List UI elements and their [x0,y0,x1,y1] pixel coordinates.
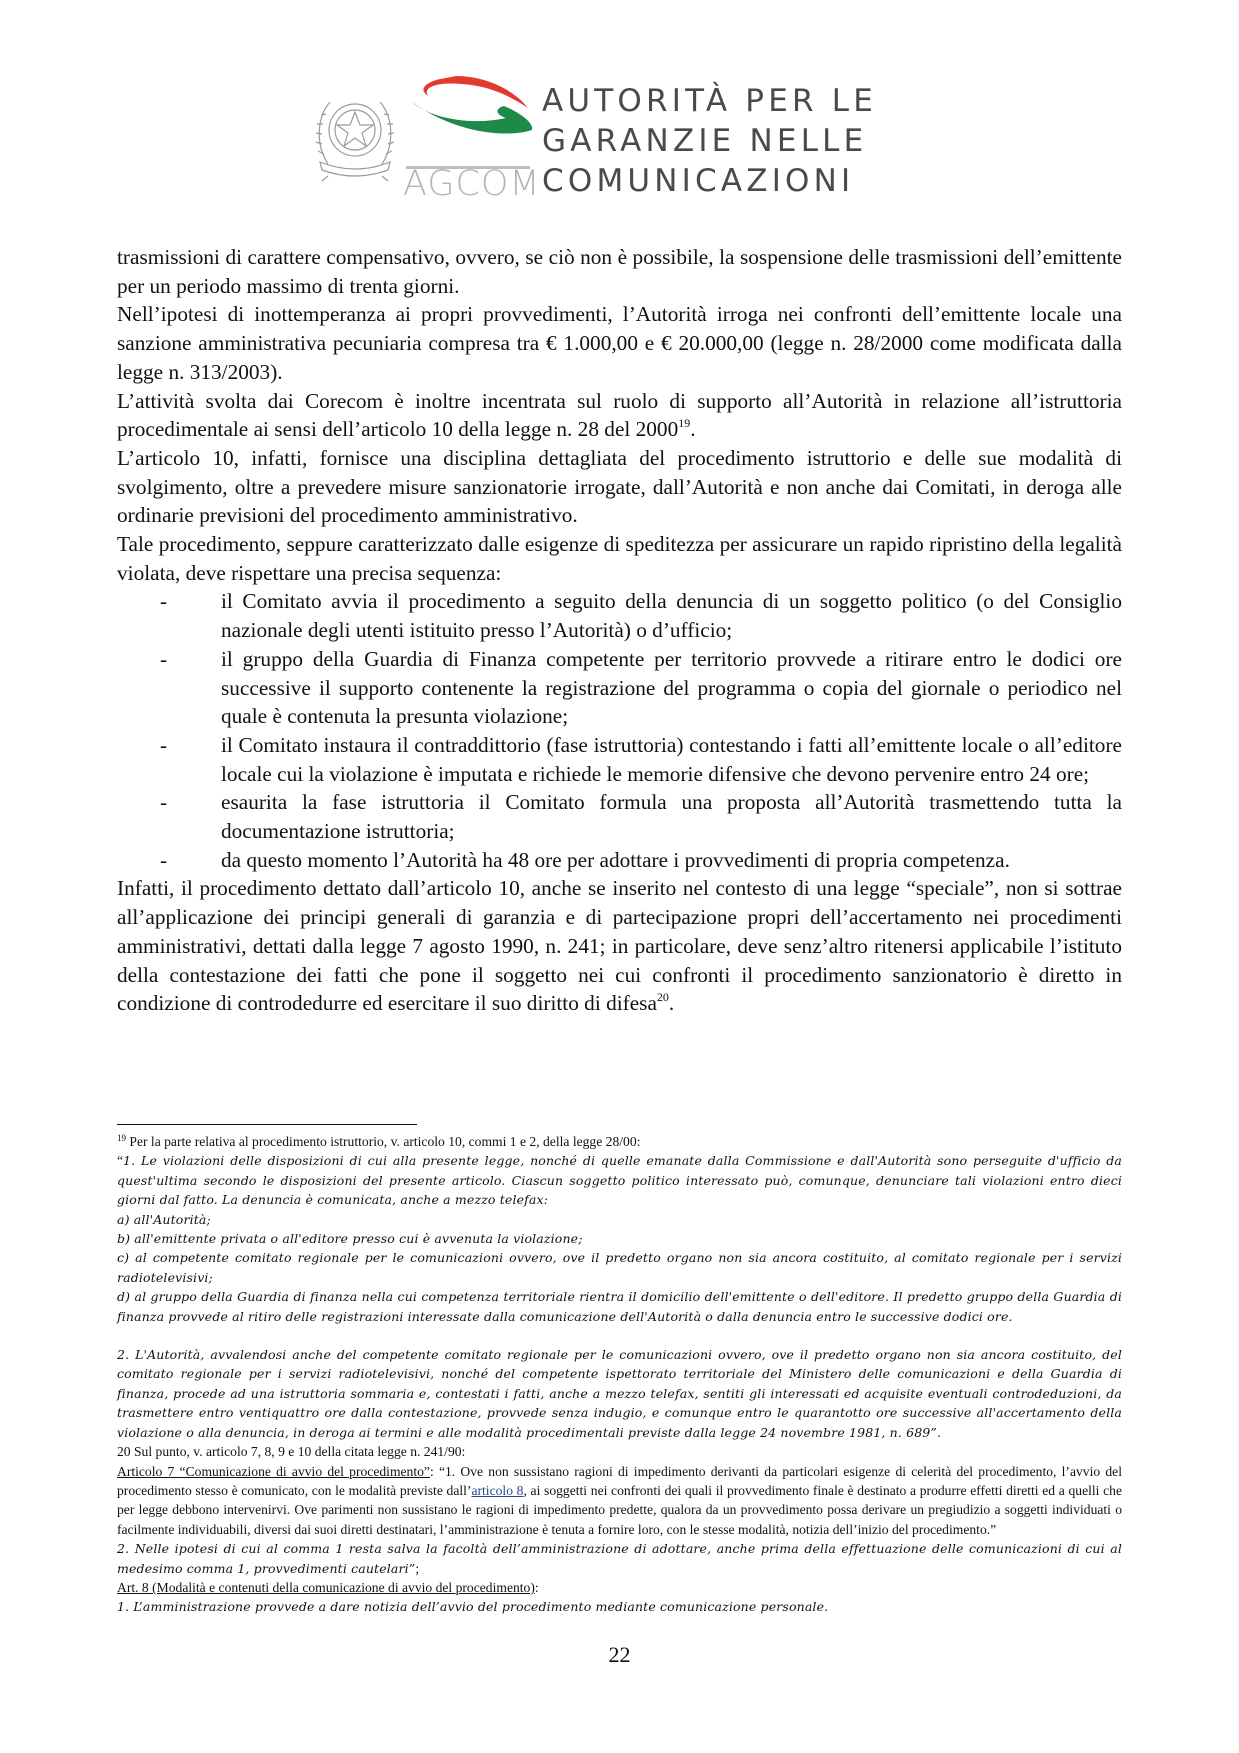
footnote-italic-text: 2. Nelle ipotesi di cui al comma 1 resta salva la facoltà dell’amministrazione di adottare, anche prima della effettuazione delle comunicazioni di cui al medesimo comma 1, provvedimenti cautelari” [117,1541,1122,1576]
footnote-text: , ai soggetti nei confronti dei quali il provvedimento finale è destinato a produrre effetti diretti ed a quelli che per legge debbono intervenirvi. Ove parimenti non sussistano le ragioni di impedimento predette, qualora da un provvedimento possa derivare un pregiudizio a soggetti individuati o facilmente individuabili, diversi dai suoi diretti destinatari, l’amministrazione è tenuta a fornire loro, con le stesse modalità, notizia dell’inizio del procedimento.” [117,1482,1122,1537]
list-item [117,846,1122,875]
main-content [117,243,1122,1018]
footnote-19 [117,1132,1122,1151]
paragraph-punct: . [690,417,696,442]
paragraph: trasmissioni di carattere compensativo, ovvero, se ciò non è possibile, la sospensione delle trasmissioni dell’emittente per un periodo massimo di trenta giorni. [117,245,1122,298]
list-item [117,645,1122,731]
footnote-item: 1. L’amministrazione provvede a dare notizia dell’avvio del procedimento mediante comunicazione personale. [117,1599,829,1615]
footnote-item: d) al gruppo della Guardia di finanza nella cui competenza territoriale rientra il domicilio dell'emittente o dell'editore. Il predetto gruppo della Guardia di finanza provvede al ritiro delle registrazioni interessate dalla comunicazione dell'Autorità o dalla denuncia entro le successive dodici ore. [117,1289,1122,1324]
footnotes [117,1132,1122,1617]
paragraph-text: L’attività svolta dai Corecom è inoltre incentrata sul ruolo di supporto all’Autorità in relazione all’istruttoria procedimentale ai sensi dell’articolo 10 della legge n. 28 del 2000 [117,388,1122,442]
footnote-item: b) all'emittente privata o all'editore presso cui è avvenuta la violazione; [117,1231,583,1247]
list-item-text: il Comitato instaura il contraddittorio (fase istruttoria) contestando i fatti all’emittente locale o all’editore locale cui la violazione è imputata e richiede le memorie difensive che devono pervenire entro 24 ore; [221,732,1122,786]
list-marker: - [160,646,168,671]
footnote-punct: ; [415,1560,420,1576]
footnote-number: 19 [117,1133,126,1143]
org-name-line: GARANZIE NELLE [542,123,868,159]
italian-republic-emblem-icon [314,84,396,182]
article-title: Art. 8 (Modalità e contenuti della comunicazione di avvio del procedimento) [117,1579,535,1595]
paragraph [117,874,1122,1018]
list-marker: - [160,847,168,872]
footnote-spacer [117,1326,1122,1345]
page-number: 22 [608,1642,631,1667]
footnote-reference[interactable]: 20 [656,990,669,1005]
paragraph-text: Infatti, il procedimento dettato dall’articolo 10, anche se inserito nel contesto di una legge “speciale”, non si sottrae all’applicazione dei principi generali di garanzia e di partecipazione propri dell’accertamento nei procedimenti amministrativi, dettati dalla legge 7 agosto 1990, n. 241; in particolare, deve senz’altro ritenersi applicabile l’istituto della contestazione dei fatti che pone il soggetto nei cui confronti il procedimento sanzionatorio è diretto in condizione di controdedurre ed esercitare il suo diritto di difesa [117,876,1122,1016]
paragraph: Nell’ipotesi di inottemperanza ai propri provvedimenti, l’Autorità irroga nei confronti dell’emittente locale una sanzione amministrativa pecuniaria compresa tra € 1.000,00 e € 20.000,00 (legge n. 28/2000 come modificata dalla legge n. 313/2003). [117,302,1122,384]
org-name-line: AUTORITÀ PER LE [542,83,878,119]
article-8-link[interactable]: articolo 8 [471,1482,524,1498]
footnote-item: 2. L'Autorità, avvalendosi anche del competente comitato regionale per le comunicazioni ovvero, ove il predetto organo non sia ancora costituito, del comitato regionale per i servizi radiotelevisivi, nonché del competente ispettorato territoriale del Ministero delle comunicazioni e della Guardia di finanza, procede ad una istruttoria sommaria e, contestati i fatti, anche a mezzo telefax, sentiti gli interessati ed acquisite eventuali controdeduzioni, da trasmettere entro ventiquattro ore dalla contestazione, provvede senza indugio, e comunque entro le quarantotto ore successive all'accertamento della violazione o alla denuncia, in deroga ai termini e alle modalità procedimentali previste dalla legge 24 novembre 1981, n. 689”. [117,1347,1122,1440]
article-title: Articolo 7 “Comunicazione di avvio del procedimento” [117,1463,430,1479]
footnote-quote [117,1151,1122,1209]
footnote-item: a) all'Autorità; [117,1211,211,1227]
list-marker: - [160,790,168,815]
list-item-text: esaurita la fase istruttoria il Comitato formula una proposta all’Autorità trasmettendo tutta la documentazione istruttoria; [221,790,1122,844]
footnote-20: 20 Sul punto, v. articolo 7, 8, 9 e 10 della citata legge n. 241/90: [117,1444,466,1460]
agcom-logo-text: AGCOM [403,164,541,204]
list-item [117,731,1122,788]
list-item-text: il Comitato avvia il procedimento a seguito della denuncia di un soggetto politico (o del Consiglio nazionale degli utenti istituito presso l’Autorità) o d’ufficio; [221,589,1122,643]
paragraph [117,387,1122,444]
paragraph: L’articolo 10, infatti, fornisce una disciplina dettagliata del procedimento istruttorio e delle sue modalità di svolgimento, oltre a prevedere misure sanzionatorie irrogate, dall’Autorità e non anche dai Comitati, in deroga alle ordinarie previsioni del procedimento amministrativo. [117,445,1122,528]
list-item [117,788,1122,845]
footnote-separator [117,1124,417,1125]
list-marker: - [160,732,168,757]
footnote-text: Per la parte relativa al procedimento istruttorio, v. articolo 10, commi 1 e 2, della legge 28/00: [126,1134,641,1149]
agcom-logo-swoosh-icon [410,72,535,142]
quote-mark: “ [117,1153,124,1169]
footnote-reference[interactable]: 19 [678,416,691,431]
organization-name [542,81,877,201]
footnote-punct: : [534,1579,539,1595]
footnote-article-7 [117,1462,1122,1540]
procedure-steps-list [117,587,1122,874]
paragraph-punct: . [668,991,675,1016]
list-item-text: da questo momento l’Autorità ha 48 ore per adottare i provvedimenti di propria competenza. [221,847,1010,872]
paragraph: Tale procedimento, seppure caratterizzato dalle esigenze di speditezza per assicurare un rapido ripristino della legalità violata, deve rispettare una precisa sequenza: [117,532,1122,585]
footnote-italic-text: 1. Le violazioni delle disposizioni di cui alla presente legge, nonché di quelle emanate dalla Commissione e dall'Autorità sono perseguite d'ufficio da quest'ultima secondo le disposizioni del presente articolo. Ciascun soggetto politico interessato può, comunque, denunciare tali violazioni entro dieci giorni dal fatto. La denuncia è comunicata, anche a mezzo telefax: [117,1153,1122,1208]
org-name-line: COMUNICAZIONI [542,163,855,199]
footnote-article-8 [117,1578,1122,1597]
list-item [117,587,1122,644]
list-item-text: il gruppo della Guardia di Finanza competente per territorio provvede a ritirare entro le dodici ore successive il supporto contenente la registrazione del programma o copia del giornale o periodico nel quale è contenuta la presunta violazione; [221,646,1122,729]
footnote-item [117,1539,1122,1578]
page-header [310,72,950,204]
footnote-item: c) al competente comitato regionale per le comunicazioni ovvero, ove il predetto organo non sia ancora costituito, al comitato regionale per i servizi radiotelevisivi; [117,1250,1122,1285]
footnote-text: : “1. Ove non sussistano ragioni di impedimento derivanti da particolari esigenze di celerità del procedimento, l’avvio del procedimento stesso è comunicato, con le modalità previste dall’ [117,1463,1122,1498]
list-marker: - [160,589,168,614]
